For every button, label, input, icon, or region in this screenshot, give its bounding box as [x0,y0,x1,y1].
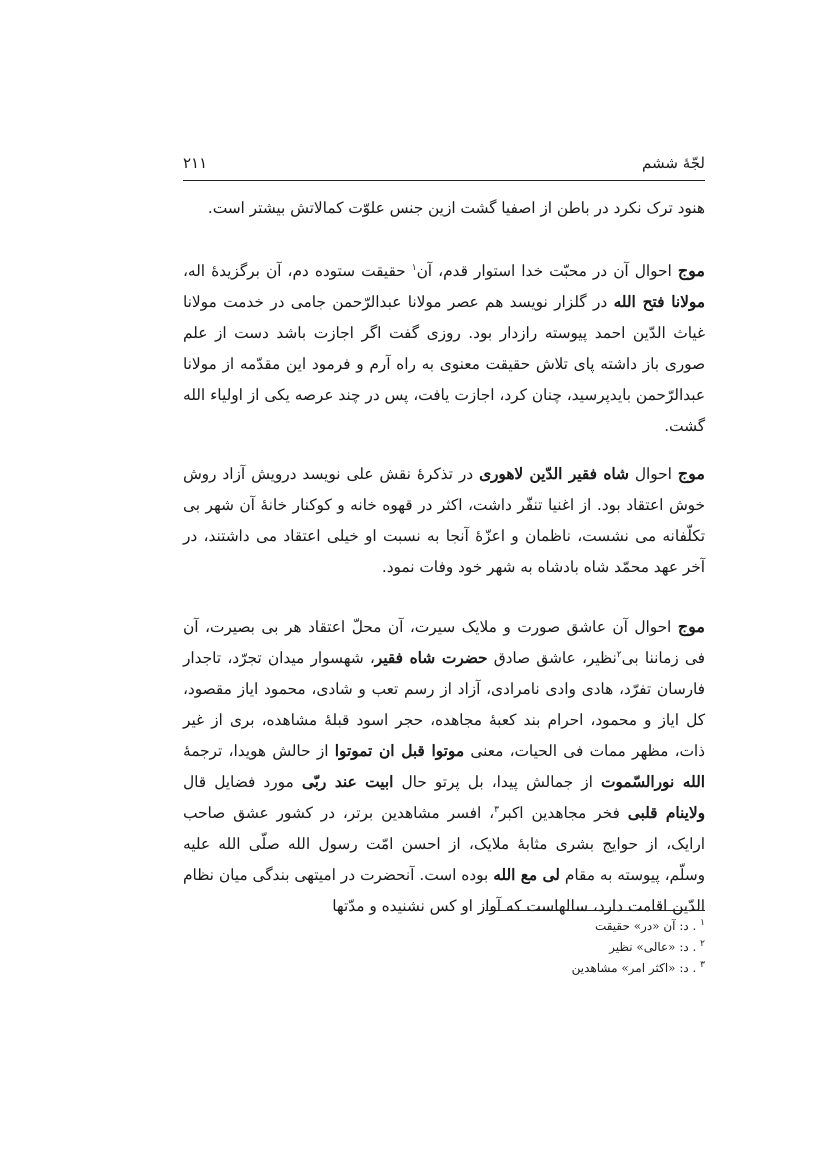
person-name: حضرت شاه فقیر [374,649,488,667]
paragraph-text: در گلزار نویسد هم عصر مولانا عبدالرّحمن جامی در خدمت مولانا غیاث الدّین احمد پیوسته رازدار بود. روزی گفت اگر اجازت باشد دست از علم صوری باز داشته پای تلاش حقیقت معنوی به راه آرم و فرمود این مقدّمه از مولانا عبدالرّحمن بایدپرسید، چنان کرد، اجازت یافت، پس در چند عرصه یکی از اولیاء الله گشت. [183,293,705,435]
paragraph-1 [183,255,705,442]
paragraph-3 [183,611,705,922]
paragraph-lead: موج [677,261,705,280]
footnote-item [183,916,705,937]
quote-bold: ولاینام قلبی [627,804,706,822]
quote-bold: ابیت عند ربّی [301,773,394,791]
person-name: شاه فقیر الدّین لاهوری [479,465,629,483]
footnote-number: ۱ [700,918,705,928]
footnotes [183,916,705,979]
paragraph-text: ، شهسوار میدان تجرّد، تاجدار فارسان تفرّد، هادی وادی نامرادی، آزاد از رسم تعب و شادی، محمود ایاز مقصود، کل ایاز و محمود، احرام بند کعبهٔ مجاهده، حجر اسود قبلهٔ مشاهده، بری از غیر ذات، مظهر ممات فی الحیات، معنی [183,649,705,760]
paragraph-text: احوال [628,465,678,483]
footnote-text: . د: «عالی» نظیر [609,940,701,954]
paragraph-continuation: هنود ترک نکرد در باطن از اصفیا گشت ازین جنس علوّت کمالاتش بیشتر است. [207,199,705,217]
footnote-divider [485,910,705,911]
paragraph-lead: موج [677,464,705,483]
paragraph-text: از حالش هویدا، ترجمهٔ [183,742,335,760]
page-number: ۲۱۱ [183,154,208,172]
paragraph-text: از جمالش پیدا، بل پرتو حال [393,773,601,791]
paragraph-text: حقیقت ستوده دم، آن برگزیدهٔ اله، [183,262,412,280]
paragraph-text: در تذکرهٔ نقش علی نویسد درویش آزاد روش خوش اعتقاد بود. از اغنیا تنفّر داشت، اکثر در قهوه خانه و کوکنار خانهٔ آن شهر بی تکلّفانه می نشست، ناظمان و اعزّهٔ آنجا به نسبت او خیلی اعتقاد می داشتند، در آخر عهد محمّد شاه بادشاه به شهر خود وفات نمود. [183,465,705,576]
footnote-text: . د: آن «در» حقیقت [594,919,701,933]
paragraph-lead: موج [677,617,705,636]
page-header [183,150,705,181]
paragraph-text: فخر مجاهدین اکبر [498,804,628,822]
quote-bold: الله نورالسّموت [600,773,705,791]
running-title: لجّهٔ ششم [642,154,705,172]
footnote-text: . د: «اکثر امر» مشاهدین [571,961,701,975]
footnote-ref: ۲ [616,649,622,660]
paragraph-text: نظیر، عاشق صادق [487,649,617,667]
paragraph-text: مورد فضایل قال [183,773,302,791]
paragraph-text: احوال آن عاشق صورت و ملایک سیرت، آن محلّ اعتقاد هر بی بصیرت، آن فی زماننا بی [183,618,705,667]
footnote-ref: ۱ [411,262,417,273]
paragraph-2 [183,458,705,583]
quote-bold: موتوا قبل ان تموتوا [334,742,465,760]
paragraph-text: احوال آن در محبّت خدا استوار قدم، آن [416,262,678,280]
footnote-number: ۲ [700,939,705,949]
footnote-ref: ۳ [494,804,499,815]
body-text [183,193,705,922]
footnote-number: ۳ [700,960,705,970]
person-name: مولانا فتح الله [613,293,705,311]
quote-bold: لی مع الله [493,866,560,884]
paragraph-text: ، افسر مشاهدین برتر، در کشور عشق صاحب ارایک، از حوایج بشری مثابهٔ ملایک، از احسن امّت رسول الله صلّی الله علیه وسلّم، پیوسته به مقام [183,804,705,884]
footnote-item [183,937,705,958]
paragraph-text: بوده است. آنحضرت در امیتهی بندگی میان نظام الدّین اقامت دارد، سالهاست که آواز او کس نشنیده و مدّتها [183,866,705,915]
footnote-item [183,958,705,979]
